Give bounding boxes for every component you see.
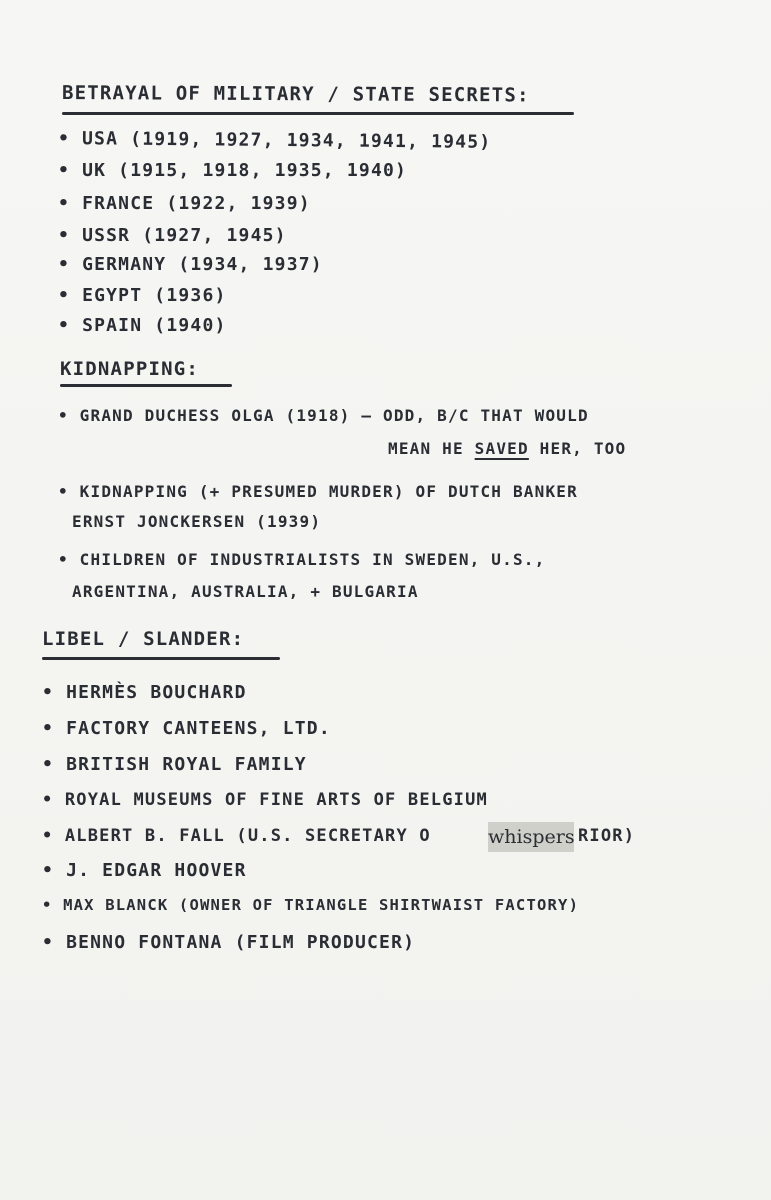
betrayal-item-usa: • USA (1919, 1927, 1934, 1941, 1945) bbox=[57, 128, 492, 153]
heading-libel: LIBEL / SLANDER: bbox=[42, 628, 245, 650]
kidnapping-item-children-line1: • CHILDREN OF INDUSTRIALISTS IN SWEDEN, U.S., bbox=[58, 550, 546, 569]
betrayal-item-egypt: • EGYPT (1936) bbox=[58, 285, 227, 306]
betrayal-item-uk: • UK (1915, 1918, 1935, 1940) bbox=[58, 160, 408, 181]
libel-item-factory-canteens: • FACTORY CANTEENS, LTD. bbox=[42, 718, 331, 739]
betrayal-item-france: • FRANCE (1922, 1939) bbox=[58, 193, 311, 214]
betrayal-item-spain: • SPAIN (1940) bbox=[58, 315, 227, 336]
whispers-label: whispers bbox=[488, 822, 574, 852]
heading-kidnapping: KIDNAPPING: bbox=[60, 358, 200, 380]
betrayal-item-ussr: • USSR (1927, 1945) bbox=[58, 225, 287, 246]
libel-item-british-royal-family: • BRITISH ROYAL FAMILY bbox=[42, 754, 307, 775]
olga-note-emphasis: SAVED bbox=[474, 439, 529, 458]
heading-libel-underline bbox=[42, 657, 280, 660]
libel-item-bouchard: • HERMÈS BOUCHARD bbox=[42, 682, 247, 703]
libel-item-hoover: • J. EDGAR HOOVER bbox=[42, 860, 247, 881]
olga-note-pre: MEAN HE bbox=[388, 439, 475, 458]
kidnapping-item-olga-line2 bbox=[388, 439, 626, 458]
libel-item-max-blanck: • MAX BLANCK (OWNER OF TRIANGLE SHIRTWAIST FACTORY) bbox=[42, 896, 580, 914]
libel-item-benno-fontana: • BENNO FONTANA (FILM PRODUCER) bbox=[42, 932, 416, 953]
kidnapping-item-banker-line1: • KIDNAPPING (+ PRESUMED MURDER) OF DUTCH BANKER bbox=[58, 482, 578, 501]
libel-item-albert-fall-suffix: RIOR) bbox=[578, 826, 636, 846]
libel-item-albert-fall: • ALBERT B. FALL (U.S. SECRETARY O bbox=[42, 826, 431, 846]
heading-kidnapping-underline bbox=[60, 384, 232, 387]
kidnapping-item-banker-line2: ERNST JONCKERSEN (1939) bbox=[72, 512, 322, 531]
libel-item-royal-museums: • ROYAL MUSEUMS OF FINE ARTS OF BELGIUM bbox=[42, 790, 488, 810]
olga-note-post: HER, TOO bbox=[528, 439, 627, 458]
heading-betrayal: BETRAYAL OF MILITARY / STATE SECRETS: bbox=[61, 82, 530, 107]
kidnapping-item-olga-line1: • GRAND DUCHESS OLGA (1918) — ODD, B/C THAT WOULD bbox=[58, 406, 589, 425]
betrayal-item-germany: • GERMANY (1934, 1937) bbox=[58, 254, 323, 275]
kidnapping-item-children-line2: ARGENTINA, AUSTRALIA, + BULGARIA bbox=[72, 582, 419, 601]
heading-betrayal-underline bbox=[62, 112, 574, 115]
